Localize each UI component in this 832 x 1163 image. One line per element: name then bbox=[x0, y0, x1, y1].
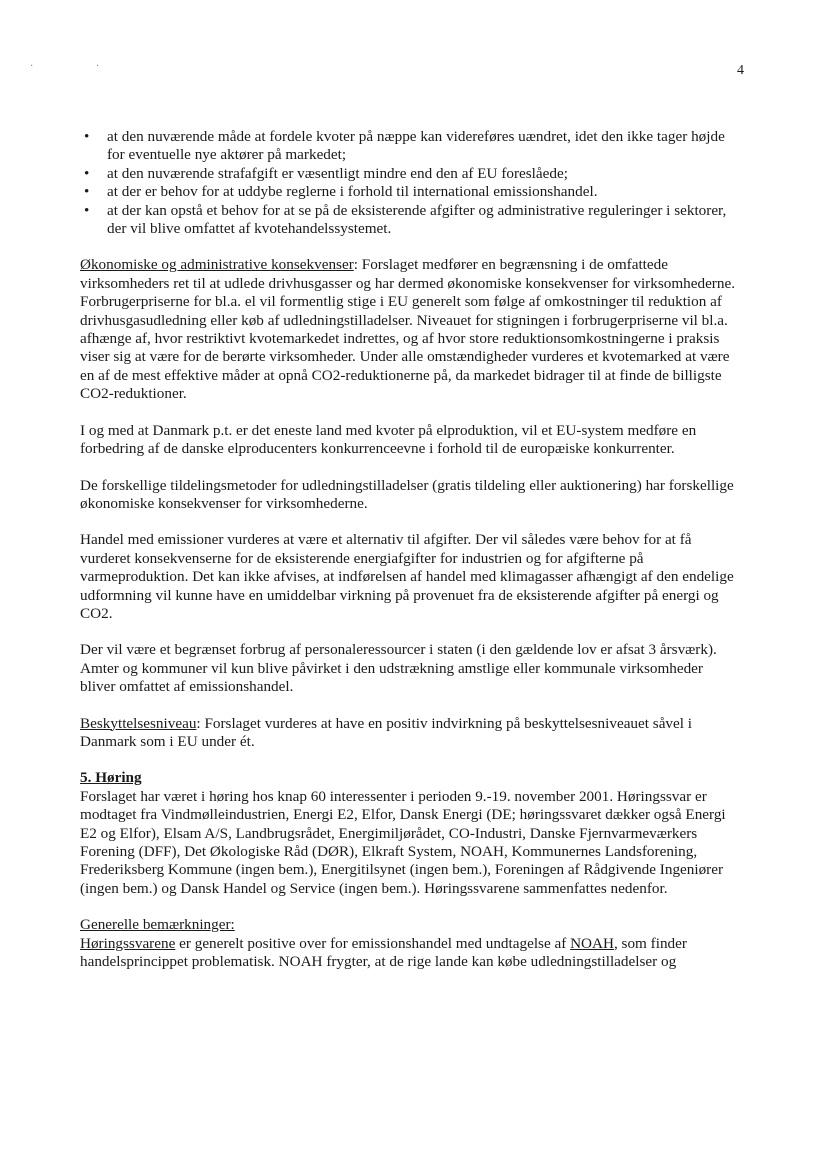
general-remarks-heading: Generelle bemærkninger: bbox=[80, 916, 235, 934]
general-remarks-block bbox=[80, 916, 742, 971]
economic-consequences-paragraph bbox=[80, 256, 742, 403]
protection-level-label: Beskyttelsesniveau bbox=[80, 714, 197, 732]
bullet-item: • at den nuværende måde at fordele kvoter på næppe kan videreføres uændret, idet den ikke tager højde for eventuelle nye aktører på markedet; bbox=[80, 128, 742, 165]
noah-label: NOAH bbox=[570, 934, 614, 952]
bullet-list bbox=[80, 128, 742, 238]
paragraph: I og med at Danmark p.t. er det eneste land med kvoter på elproduktion, vil et EU-system medføre en forbedring af de danske elproducenters konkurrenceevne i forhold til de europæiske konkurrenter. bbox=[80, 421, 697, 458]
bullet-item: • at der er behov for at uddybe reglerne i forhold til international emissionshandel. bbox=[80, 183, 742, 201]
protection-level-text: : Forslaget vurderes at have en positiv indvirkning på beskyttelsesniveauet såvel i Danmark som i EU under ét. bbox=[80, 714, 693, 750]
economic-consequences-label: Økonomiske og administrative konsekvenser bbox=[80, 256, 354, 274]
economic-consequences-text: : Forslaget medfører en begrænsning i de omfattede virksomheders ret til at udlede drivhusgasser og har dermed økonomiske konsekvenser for virksomhederne. Forbrugerpriserne for bl.a. el vil formentlig stige i EU generelt som følge af omkostninger til reduktion af drivhusgasudledning eller køb af udledningstilladelser. Niveauet for stigningen i forbrugerpriserne vil bl.a. afhænge af, hvor restriktivt kvotemarkedet indrettes, og af hvor store reduktionsomkostningerne i praksis viser sig at være for de berørte virksomheder. Under alle omstændigheder vurderes et kvotemarked at være en af de mest effektive måder at opnå CO2-reduktionerne på, da markedet bidrager til at finde de billigste CO2-reduktioner. bbox=[80, 256, 735, 403]
bullet-item: • at den nuværende strafafgift er væsentligt mindre end den af EU foreslåede; bbox=[80, 165, 742, 183]
section-5-text: Forslaget har været i høring hos knap 60 interessenter i perioden 9.-19. november 2001. Høringssvar er modtaget fra Vindmølleindustrien, Energi E2, Elfor, Dansk Energi (DE; høringssvaret dækker også Energi E2 og Elfor), Elsam A/S, Landbrugsrådet, Energimiljørådet, CO-Industri, Danske Fjernvarmeværkers Forening (DFF), Det Økologiske Råd (DØR), Elkraft System, NOAH, Kommunernes Landsforening, Frederiksberg Kommune (ingen bem.), Energitilsynet (ingen bem.), Foreningen af Rådgivende Ingeniører (ingen bem.) og Dansk Handel og Service (ingen bem.). Høringssvarene sammenfattes nedenfor. bbox=[80, 787, 726, 897]
scan-specks: · · bbox=[30, 61, 130, 72]
paragraph: Handel med emissioner vurderes at være et alternativ til afgifter. Der vil således være behov for at få vurderet konsekvenserne for de eksisterende energiafgifter for industrien og for afgifterne på varmeproduktion. Det kan ikke afvises, at indførelsen af handel med klimagasser afhængigt af den endelige udformning vil kunne have en umiddelbar virkning på provenuet fra de eksisterende afgifter på energi og CO2. bbox=[80, 531, 734, 622]
document-body bbox=[80, 128, 742, 989]
section-5-block bbox=[80, 769, 742, 898]
page-number: 4 bbox=[737, 63, 744, 78]
general-remarks-text-1: er generelt positive over for emissionshandel med undtagelse af bbox=[175, 934, 571, 952]
paragraph: De forskellige tildelingsmetoder for udledningstilladelser (gratis tildeling eller auktionering) har forskellige økonomiske konsekvenser for virksomhederne. bbox=[80, 476, 734, 512]
protection-level-paragraph bbox=[80, 715, 742, 752]
hearing-responses-label: Høringssvarene bbox=[80, 934, 176, 952]
section-5-heading: 5. Høring bbox=[80, 769, 142, 787]
paragraph: Der vil være et begrænset forbrug af personaleressourcer i staten (i den gældende lov er afsat 3 årsværk). Amter og kommuner vil kun blive påvirket i den udstrækning amstlige eller kommunale virksomheder bliver omfattet af emissionshandel. bbox=[80, 641, 717, 696]
bullet-item: • at der kan opstå et behov for at se på de eksisterende afgifter og administrative reguleringer i sektorer, der vil blive omfattet af kvotehandelssystemet. bbox=[80, 202, 742, 239]
general-remarks-text-2: , som finder handelsprincippet problematisk. NOAH frygter, at de rige lande kan købe udledningstilladelser og bbox=[80, 934, 687, 971]
bullet-list-block bbox=[80, 128, 742, 238]
